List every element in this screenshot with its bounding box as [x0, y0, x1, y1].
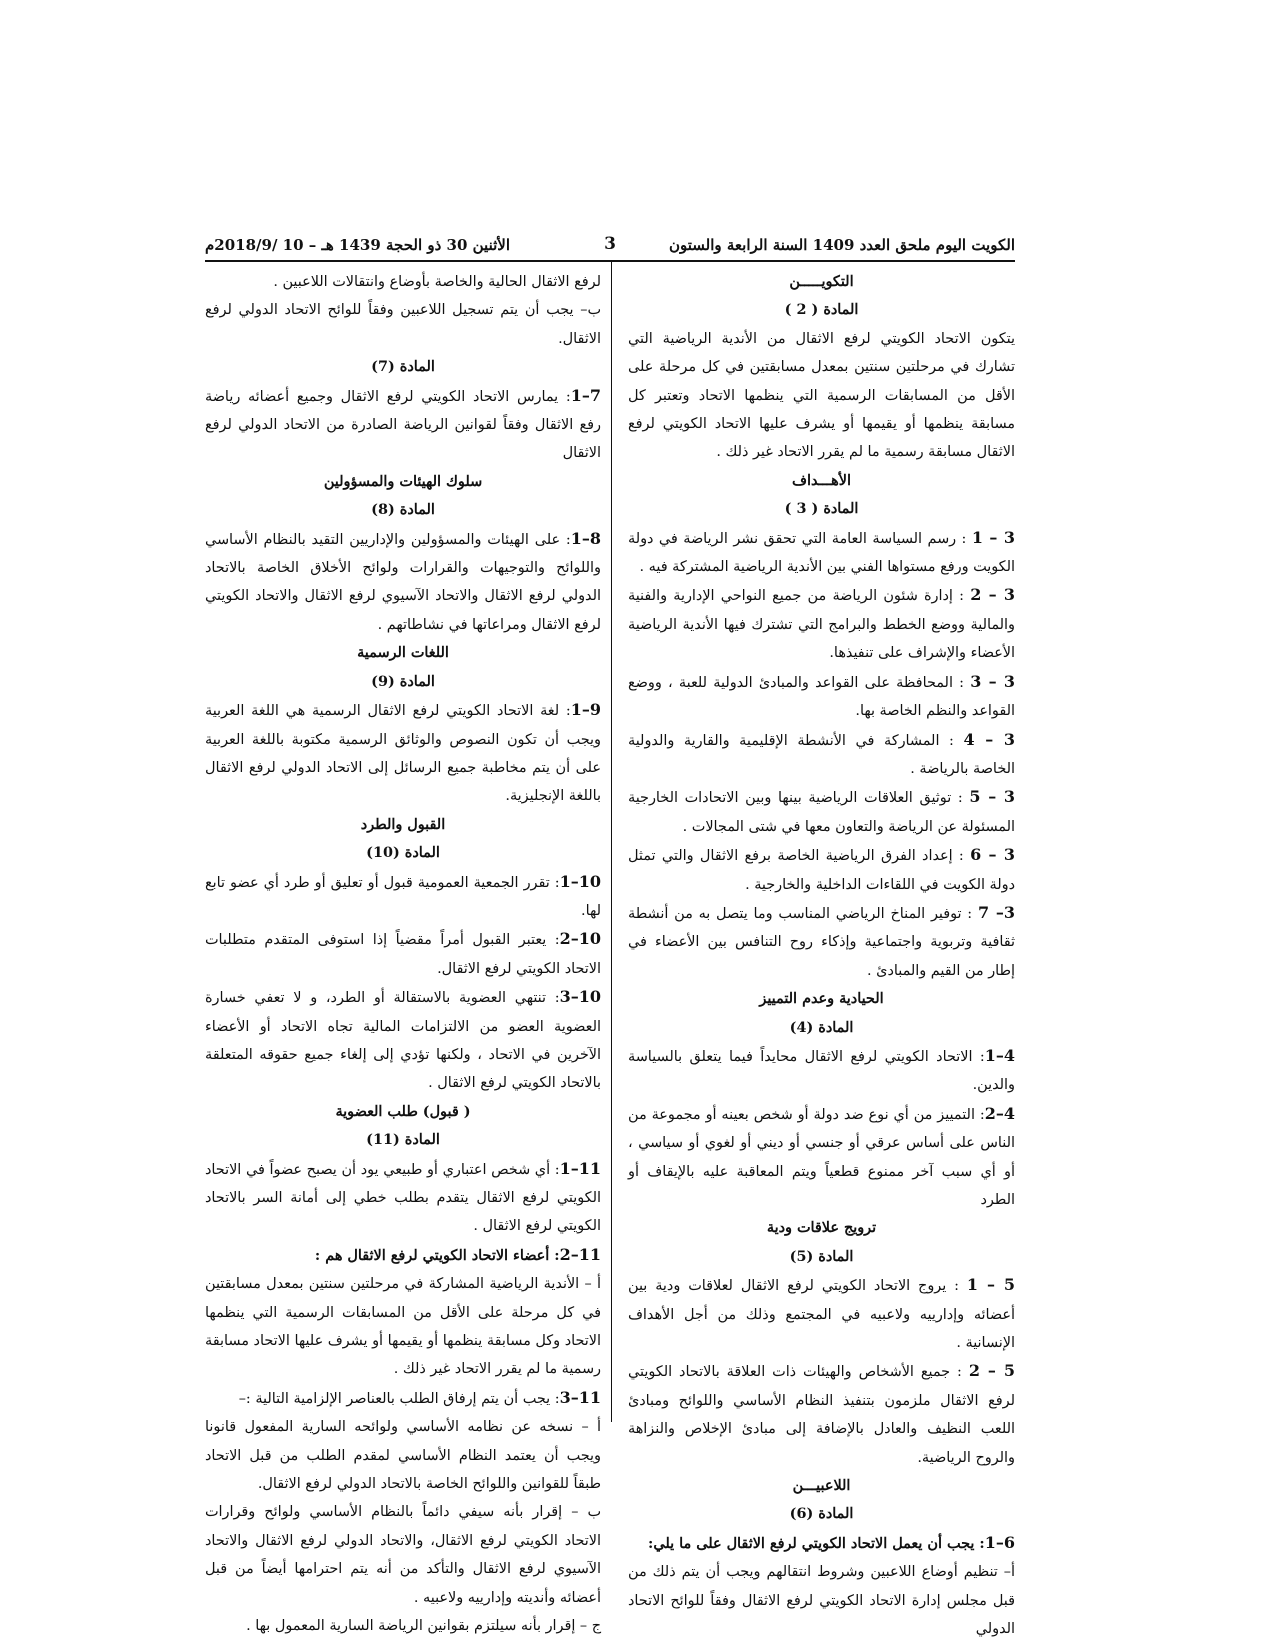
paragraph-text: : يروج الاتحاد الكويتي لرفع الاثقال لعلاقات ودية بين أعضائه وإدارييه ولاعبيه في المجتمع وذلك من أجل الأهداف الإنسانية . — [628, 1278, 1015, 1352]
clause-number: 3 – 4 — [963, 729, 1016, 749]
paragraph — [205, 1612, 601, 1640]
right-column — [628, 268, 1015, 1644]
paragraph-text: : أي شخص اعتباري أو طبيعي يود أن يصبح عضواً في الاتحاد الكويتي لرفع الاثقال يتقدم بطلب خطي إلى أمانة السر بالاتحاد الكويتي لرفع الاثقال . — [205, 1161, 601, 1235]
clause-number: 5 – 2 — [968, 1361, 1015, 1381]
section-heading: الحيادية وعدم التمييز — [759, 990, 884, 1008]
paragraph — [628, 1558, 1015, 1643]
clause-number: 5 – 1 — [966, 1275, 1015, 1295]
clause-number: 11–3 — [559, 1387, 601, 1407]
paragraph — [205, 1384, 601, 1413]
paragraph-text: لرفع الاثقال الحالية والخاصة بأوضاع وانتقالات اللاعبين . — [273, 274, 601, 290]
section-heading: المادة ( 2 ) — [784, 301, 859, 319]
column-divider — [611, 262, 612, 1422]
header-rule — [205, 260, 1015, 262]
paragraph — [628, 581, 1015, 667]
paragraph — [205, 925, 601, 983]
clause-number: 3 – 5 — [969, 787, 1016, 807]
paragraph — [205, 1498, 601, 1612]
clause-number: 3 – 6 — [970, 845, 1015, 865]
paragraph-text: : لغة الاتحاد الكويتي لرفع الاثقال الرسمية هي اللغة العربية ويجب أن تكون النصوص والوثائق الرسمية مكتوبة باللغة العربية على أن يتم مخاطبة جميع الرسائل إلى الاتحاد الدولي لرفع الاثقال باللغة الإنجليزية. — [205, 703, 601, 805]
left-column — [205, 268, 601, 1641]
paragraph — [205, 1241, 601, 1270]
section-heading: اللغات الرسمية — [357, 644, 449, 662]
paragraph-text: : التمييز من أي نوع ضد دولة أو شخص بعينه أو مجموعة من الناس على أساس عرقي أو جنسي أو ديني أو لغوي أو سياسي ، أو أي سبب آخر ممنوع قطعياً ويتم المعاقبة عليه بالإيقاف أو الطرد — [628, 1106, 1015, 1208]
paragraph — [205, 382, 601, 468]
page-header — [205, 232, 1015, 258]
section-heading: الأهـــداف — [792, 471, 851, 489]
paragraph-text: : يجب أن يتم إرفاق الطلب بالعناصر الإلزامية التالية :– — [238, 1390, 560, 1407]
paragraph-text: أ – نسخه عن نظامه الأساسي ولوائحه السارية المفعول قانونا ويجب أن يعتمد النظام الأساسي لمقدم الطلب من قبل الاتحاد طبقاً للقوانين واللوائح الخاصة بالاتحاد الدولي لرفع الاثقال. — [205, 1419, 601, 1493]
section-heading: المادة (8) — [371, 501, 435, 519]
paragraph-text: أ– تنظيم أوضاع اللاعبين وشروط انتقالهم ويجب أن يتم ذلك من قبل مجلس إدارة الاتحاد الكويتي لرفع الاثقال وفقاً للوائح الاتحاد الدولي — [628, 1564, 1015, 1638]
paragraph-text: : تقرر الجمعية العمومية قبول أو تعليق أو طرد أي عضو تابع لها. — [205, 874, 601, 919]
section-heading: القبول والطرد — [360, 815, 446, 833]
paragraph-text: : أعضاء الاتحاد الكويتي لرفع الاثقال هم : — [314, 1246, 560, 1264]
section-heading: ( قبول) طلب العضوية — [335, 1102, 471, 1120]
paragraph-text: : تنتهي العضوية بالاستقالة أو الطرد، و لا تعفي خسارة العضوية العضو من الالتزامات المالية تجاه الاتحاد أو الأعضاء الآخرين في الاتحاد ، ولكنها تؤدي إلى إلغاء جميع حقوقه المتعلقة بالاتحاد الكويتي لرفع الاثقال . — [205, 990, 601, 1092]
paragraph — [205, 525, 601, 640]
paragraph-text: ج – إقرار بأنه سيلتزم بقوانين الرياضة السارية المعمول بها . — [246, 1618, 601, 1635]
clause-number: 7–1 — [570, 385, 601, 405]
section-heading: المادة (11) — [366, 1131, 440, 1149]
paragraph-text: يتكون الاتحاد الكويتي لرفع الاثقال من الأندية الرياضية التي تشارك في مرحلتين سنتين بمعدل مسابقتين في كل مرحلة على الأقل من المسابقات الرسمية التي ينظمها الاتحاد وتعتبر كل مسابقة ينظمها أو يقيمها أو يشرف عليها الاتحاد الكويتي لرفع الاثقال مسابقة رسمية ما لم يقرر الاتحاد غير ذلك . — [628, 330, 1015, 461]
section-heading: المادة ( 3 ) — [784, 500, 859, 518]
clause-number: 10–2 — [559, 929, 601, 949]
clause-number: 3 – 3 — [970, 671, 1016, 691]
paragraph-text: : على الهيئات والمسؤولين والإداريين التقيد بالنظام الأساسي واللوائح والتوجيهات والقرارات ولوائح الأخلاق الخاصة بالاتحاد الدولي لرفع الاثقال والاتحاد الآسيوي لرفع الاثقال والاتحاد الكويتي لرفع الاثقال ومراعاتها في نشاطاتهم . — [205, 531, 601, 633]
clause-number: 3– 7 — [977, 902, 1015, 922]
paragraph — [205, 983, 601, 1098]
paragraph-text: ب – إقرار بأنه سيفي دائماً بالنظام الأساسي ولوائح وقرارات الاتحاد الكويتي لرفع الاثقال، والاتحاد الدولي لرفع الاثقال والاتحاد الآسيوي لرفع الاثقال والتأكد من أنه يتم احترامها أيضاً من قبل أعضائه وأنديته وإدارييه ولاعبيه . — [205, 1504, 601, 1606]
paragraph-text: : جميع الأشخاص والهيئات ذات العلاقة بالاتحاد الكويتي لرفع الاثقال ملزمون بتنفيذ النظام الأساسي واللوائح ومبادئ اللعب النظيف والعادل بالإضافة إلى مبادئ الإخلاص والنزاهة والروح الرياضية. — [628, 1364, 1015, 1466]
section-heading: التكويـــــن — [789, 273, 854, 290]
section-heading: المادة (6) — [789, 1505, 854, 1523]
paragraph — [628, 1271, 1015, 1357]
paragraph-text: : رسم السياسة العامة التي تحقق نشر الرياضة في دولة الكويت ورفع مستواها الفني بين الأندية الرياضية المشتركة فيه . — [628, 530, 1015, 576]
section-heading: المادة (10) — [366, 844, 440, 862]
clause-number: 4–1 — [984, 1045, 1015, 1065]
clause-number: 9–1 — [570, 700, 601, 720]
clause-number: 8–1 — [570, 528, 601, 548]
section-heading: المادة (9) — [371, 672, 435, 690]
section-heading: اللاعبيـــن — [792, 1477, 851, 1495]
paragraph — [628, 524, 1015, 582]
paragraph — [628, 1529, 1015, 1558]
paragraph-text: : المشاركة في الأنشطة الإقليمية والقارية والدولية الخاصة بالرياضة . — [628, 732, 1015, 777]
paragraph-text: أ – الأندية الرياضية المشاركة في مرحلتين سنتين بمعدل مسابقتين في كل مرحلة على الأقل من المسابقات الرسمية التي ينظمها الاتحاد وكل مسابقة ينظمها أو يقيمها أو يشرف عليها الاتحاد مسابقة رسمية ما لم يقرر الاتحاد غير ذلك . — [205, 1276, 601, 1378]
paragraph-text: : يعتبر القبول أمراً مقضياً إذا استوفى المتقدم متطلبات الاتحاد الكويتي لرفع الاثقال. — [205, 932, 601, 977]
clause-number: 4–2 — [984, 1103, 1015, 1123]
paragraph-text: : توفير المناخ الرياضي المناسب وما يتصل به من أنشطة ثقافية وتربوية واجتماعية وإذكاء روح التنافس بين الأعضاء في إطار من القيم والمبادئ . — [628, 905, 1015, 979]
paragraph — [205, 1155, 601, 1241]
paragraph-text: : إدارة شئون الرياضة من جميع النواحي الإدارية والفنية والمالية ووضع الخطط والبرامج التي تشترك فيها الأندية الرياضية الأعضاء والإشراف على تنفيذها. — [628, 588, 1015, 662]
paragraph-text: : الاتحاد الكويتي لرفع الاثقال محايداً فيما يتعلق بالسياسة والدين. — [628, 1048, 1015, 1094]
clause-number: 11–1 — [559, 1158, 601, 1178]
page-number: 3 — [604, 234, 616, 254]
section-heading: المادة (5) — [789, 1247, 854, 1265]
section-heading: المادة (4) — [789, 1018, 854, 1036]
paragraph — [628, 726, 1015, 784]
paragraph-text: : يجب أن يعمل الاتحاد الكويتي لرفع الاثقال على ما يلي: — [648, 1534, 985, 1552]
paragraph — [205, 1413, 601, 1498]
paragraph — [628, 1357, 1015, 1472]
clause-number: 11–2 — [559, 1244, 601, 1264]
header-issue-info: الكويت اليوم ملحق العدد 1409 السنة الرابعة والستون — [669, 236, 1015, 254]
section-heading: سلوك الهيئات والمسؤولين — [323, 472, 483, 490]
paragraph-text: ب– يجب أن يتم تسجيل اللاعبين وفقاً للوائح الاتحاد الدولي لرفع الاثقال. — [205, 302, 601, 347]
paragraph — [205, 868, 601, 926]
paragraph — [628, 325, 1015, 467]
section-heading: ترويج علاقات ودية — [766, 1219, 877, 1237]
clause-number: 3 – 1 — [971, 527, 1015, 547]
paragraph — [205, 296, 601, 353]
clause-number: 10–1 — [559, 871, 601, 891]
paragraph — [205, 268, 601, 296]
paragraph — [628, 841, 1015, 899]
header-date: الأثنين 30 ذو الحجة 1439 هـ – 10 /2018/9م — [205, 236, 510, 254]
paragraph — [628, 783, 1015, 841]
paragraph — [205, 1270, 601, 1384]
paragraph — [205, 696, 601, 811]
clause-number: 6–1 — [984, 1532, 1015, 1552]
paragraph-text: : توثيق العلاقات الرياضية بينها وبين الاتحادات الخارجية المسئولة عن الرياضة والتعاون معها في شتى المجالات . — [628, 790, 1015, 835]
paragraph — [628, 899, 1015, 985]
paragraph-text: : يمارس الاتحاد الكويتي لرفع الاثقال وجميع أعضائه رياضة رفع الاثقال وفقاً لقوانين الرياضة الصادرة من الاتحاد الدولي لرفع الاثقال — [205, 388, 601, 462]
paragraph-text: : إعداد الفرق الرياضية الخاصة برفع الاثقال والتي تمثل دولة الكويت في اللقاءات الداخلية والخارجية . — [628, 848, 1015, 893]
paragraph — [628, 1100, 1015, 1215]
paragraph — [628, 1042, 1015, 1100]
paragraph-text: : المحافظة على القواعد والمبادئ الدولية للعبة ، ووضع القواعد والنظم الخاصة بها. — [628, 674, 1015, 720]
clause-number: 10–3 — [559, 987, 601, 1007]
clause-number: 3 – 2 — [970, 585, 1015, 605]
section-heading: المادة (7) — [371, 358, 435, 376]
paragraph — [628, 668, 1015, 726]
